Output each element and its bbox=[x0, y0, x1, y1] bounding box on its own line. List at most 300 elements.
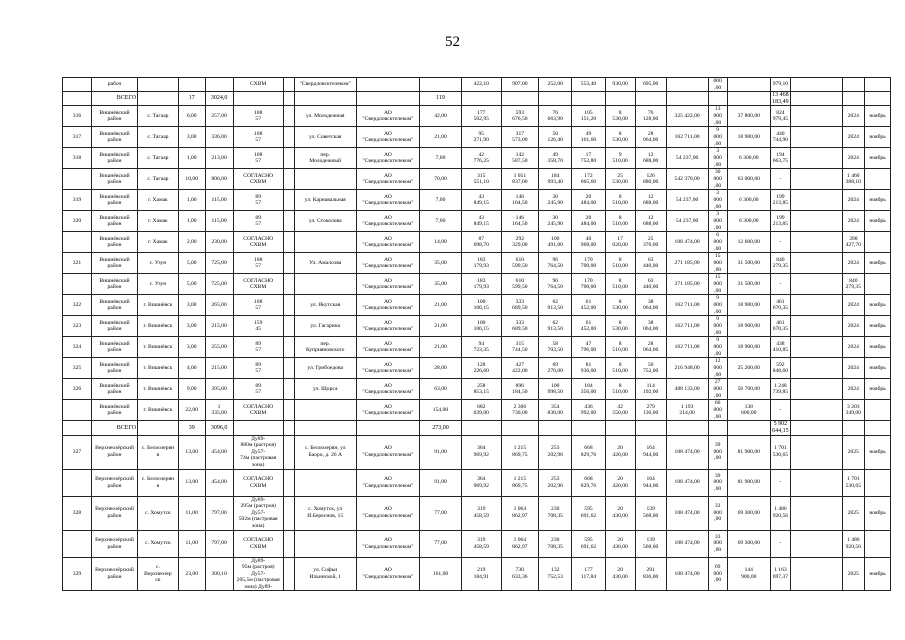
table-cell: Вишнёвский район bbox=[91, 127, 137, 148]
table-cell: 5,00 bbox=[178, 274, 205, 295]
table-cell: 70,00 bbox=[420, 169, 462, 190]
table-cell: 63,00 bbox=[420, 379, 462, 400]
table-cell bbox=[283, 211, 294, 232]
table-cell: 20 430,00 bbox=[605, 496, 635, 530]
table-cell: 33 000 ,00 bbox=[708, 530, 727, 557]
table-cell: 2024 bbox=[842, 295, 865, 316]
table-row bbox=[63, 316, 891, 337]
table-cell: 317 bbox=[63, 127, 92, 148]
table-cell: 139 568,00 bbox=[635, 496, 666, 530]
table-cell: 199 213,85 bbox=[770, 211, 790, 232]
table-cell: АО "Свердловсктелеком" bbox=[356, 469, 419, 496]
table-cell bbox=[461, 421, 501, 435]
table-cell: 54 237,00 bbox=[666, 190, 708, 211]
table-cell: 162 711,00 bbox=[666, 127, 708, 148]
table-cell: 2024 bbox=[842, 358, 865, 379]
table-cell: 108 474,00 bbox=[666, 232, 708, 253]
table-cell: 105 151,20 bbox=[572, 106, 605, 127]
table-row bbox=[63, 211, 891, 232]
table-cell: 38 064,00 bbox=[635, 316, 666, 337]
table-cell bbox=[708, 421, 727, 435]
table-cell: АО "Свердловсктелеком" bbox=[356, 274, 419, 295]
table-cell: 66 000 ,00 bbox=[708, 400, 727, 421]
table-cell: 8 530,00 bbox=[605, 127, 635, 148]
table-row bbox=[63, 127, 891, 148]
table-cell: Вишнёвский район bbox=[91, 379, 137, 400]
table-cell: 146 164,50 bbox=[501, 190, 539, 211]
table-cell: г. Вишнёвск bbox=[138, 379, 179, 400]
table-row bbox=[63, 337, 891, 358]
table-cell: ул. Софьи Ильинской, 1 bbox=[294, 557, 356, 591]
table-cell: 100 998,50 bbox=[539, 379, 572, 400]
table-row bbox=[63, 435, 891, 469]
table-cell: 595 691,62 bbox=[572, 530, 605, 557]
table-cell: 20 420,00 bbox=[605, 435, 635, 469]
table-cell: 62 913,50 bbox=[539, 316, 572, 337]
table-cell: 317 573,00 bbox=[501, 127, 539, 148]
table-cell: ул. Якутская bbox=[294, 295, 356, 316]
table-cell: 61 452,00 bbox=[572, 295, 605, 316]
table-cell bbox=[635, 421, 666, 435]
table-cell: 170 700,00 bbox=[572, 274, 605, 295]
table-cell bbox=[842, 421, 865, 435]
table-cell: 2025 bbox=[842, 435, 865, 469]
table-cell bbox=[178, 78, 205, 92]
table-cell bbox=[791, 253, 842, 274]
table-cell: 8 510,00 bbox=[605, 274, 635, 295]
table-cell: 61 452,00 bbox=[572, 316, 605, 337]
table-cell bbox=[708, 92, 727, 106]
table-cell: с. Хомутск bbox=[138, 496, 179, 530]
table-cell: 87 698,70 bbox=[461, 232, 501, 253]
table-cell: 95 271,90 bbox=[461, 127, 501, 148]
table-cell: 25 530,00 bbox=[605, 169, 635, 190]
table-cell: 17 752,80 bbox=[572, 148, 605, 169]
table-cell: 364 969,92 bbox=[461, 469, 501, 496]
table-cell: - bbox=[770, 169, 790, 190]
table-cell: 13,00 bbox=[178, 435, 205, 469]
table-row bbox=[63, 557, 891, 591]
table-cell: 10,00 bbox=[178, 169, 205, 190]
table-cell: 77,00 bbox=[420, 496, 462, 530]
table-cell: г. Хамак bbox=[138, 211, 179, 232]
table-cell: 329 bbox=[63, 557, 92, 591]
table-cell bbox=[283, 295, 294, 316]
table-cell: 336,00 bbox=[205, 127, 233, 148]
table-cell: АО "Свердловсктелеком" bbox=[356, 358, 419, 379]
table-cell bbox=[501, 92, 539, 106]
table-cell: 8 530,00 bbox=[605, 106, 635, 127]
table-cell: 9 000 ,00 bbox=[708, 316, 727, 337]
table-cell: 319 bbox=[63, 190, 92, 211]
table-cell bbox=[233, 421, 283, 435]
table-cell: АО "Свердловсктелеком" bbox=[356, 316, 419, 337]
table-cell: 2024 bbox=[842, 127, 865, 148]
table-cell: АО "Свердловсктелеком" bbox=[356, 190, 419, 211]
table-cell: АО "Свердловсктелеком" bbox=[356, 169, 419, 190]
table-cell: 132 752,53 bbox=[539, 557, 572, 591]
table-cell: 725,00 bbox=[205, 274, 233, 295]
table-cell: ул. Карнавальная bbox=[294, 190, 356, 211]
table-cell bbox=[791, 232, 842, 253]
table-cell: 183 179,93 bbox=[461, 253, 501, 274]
table-cell bbox=[294, 274, 356, 295]
table-cell: г. Вишнёвск bbox=[138, 400, 179, 421]
table-cell: 172 065,60 bbox=[572, 169, 605, 190]
table-cell: 327 bbox=[63, 435, 92, 469]
table-cell: АО "Свердловсктелеком" bbox=[356, 106, 419, 127]
table-cell: 1 486 920,56 bbox=[842, 530, 865, 557]
table-cell bbox=[461, 92, 501, 106]
table-cell: 15 000 ,00 bbox=[708, 274, 727, 295]
table-cell: 100 491,00 bbox=[539, 232, 572, 253]
table-cell: 2024 bbox=[842, 211, 865, 232]
table-cell: 2024 bbox=[842, 316, 865, 337]
table-cell: 292 329,00 bbox=[501, 232, 539, 253]
table-cell bbox=[283, 400, 294, 421]
table-cell: 11,00 bbox=[178, 496, 205, 530]
table-cell bbox=[666, 421, 708, 435]
table-cell bbox=[865, 169, 891, 190]
table-cell: 25 200,00 bbox=[727, 358, 770, 379]
table-cell bbox=[283, 127, 294, 148]
table-cell: 253 202,96 bbox=[539, 469, 572, 496]
table-cell: 18 900,00 bbox=[727, 316, 770, 337]
table-cell: 321 bbox=[63, 253, 92, 274]
table-cell bbox=[283, 232, 294, 253]
table-cell: 216 948,00 bbox=[666, 358, 708, 379]
table-cell bbox=[356, 421, 419, 435]
table-cell: рабоч bbox=[91, 78, 137, 92]
table-cell: 128 226,60 bbox=[461, 358, 501, 379]
table-cell: 258 853,15 bbox=[461, 379, 501, 400]
table-cell: Вишнёвский район bbox=[91, 295, 137, 316]
table-cell: 1 701 530,65 bbox=[770, 435, 790, 469]
table-cell: "Свердловсктелеком" bbox=[294, 78, 356, 92]
table-cell bbox=[572, 92, 605, 106]
table-cell bbox=[283, 421, 294, 435]
table-cell bbox=[605, 421, 635, 435]
table-cell: 27 000 ,00 bbox=[708, 379, 727, 400]
table-cell: Вишнёвский район bbox=[91, 106, 137, 127]
table-cell: 328 bbox=[63, 496, 92, 530]
table-cell: 164 944,00 bbox=[635, 435, 666, 469]
table-cell: 488 133,00 bbox=[666, 379, 708, 400]
table-cell: 7,00 bbox=[420, 148, 462, 169]
table-cell: СОГЛАСНО СХВМ bbox=[233, 400, 283, 421]
table-cell: 31 500,00 bbox=[727, 274, 770, 295]
table-cell: 440 744,90 bbox=[770, 127, 790, 148]
table-cell: г. Хамак bbox=[138, 232, 179, 253]
table-cell: 96 764,50 bbox=[539, 274, 572, 295]
table-cell: 183 179,93 bbox=[461, 274, 501, 295]
table-cell bbox=[283, 469, 294, 496]
table-cell: 76 128,00 bbox=[635, 106, 666, 127]
table-cell: 1 460 388,10 bbox=[842, 169, 865, 190]
table-cell: 271 185,00 bbox=[666, 253, 708, 274]
table-cell bbox=[283, 358, 294, 379]
table-cell: 215,00 bbox=[205, 358, 233, 379]
table-cell: 108 474,00 bbox=[666, 435, 708, 469]
table-cell bbox=[283, 169, 294, 190]
table-cell: 20 430,00 bbox=[605, 530, 635, 557]
table-cell: 592 848,60 bbox=[770, 358, 790, 379]
table-cell: Верхнеозёрский район bbox=[91, 557, 137, 591]
table-cell bbox=[865, 92, 891, 106]
table-cell: 154,00 bbox=[420, 400, 462, 421]
table-cell: 194 663,75 bbox=[770, 148, 790, 169]
table-cell: 63 440,00 bbox=[635, 253, 666, 274]
table-cell: ноябрь bbox=[865, 435, 891, 469]
table-cell: с. Тагаар bbox=[138, 106, 179, 127]
table-cell bbox=[791, 421, 842, 435]
table-cell: 215,00 bbox=[205, 316, 233, 337]
table-cell: 9 510,00 bbox=[605, 148, 635, 169]
table-cell: 77,00 bbox=[420, 530, 462, 557]
total-row bbox=[63, 421, 891, 435]
table-cell: г. Хамак bbox=[138, 190, 179, 211]
table-cell: Вишнёвский район bbox=[91, 274, 137, 295]
table-cell bbox=[294, 400, 356, 421]
table-cell: 257,00 bbox=[205, 106, 233, 127]
table-cell: 1,00 bbox=[178, 190, 205, 211]
table-cell: 319 458,59 bbox=[461, 496, 501, 530]
table-cell: 69 000 ,00 bbox=[708, 557, 727, 591]
table-cell: 219 184,91 bbox=[461, 557, 501, 591]
table-cell bbox=[294, 421, 356, 435]
table-cell bbox=[791, 78, 842, 92]
table-row bbox=[63, 379, 891, 400]
table-cell bbox=[666, 92, 708, 106]
table-cell: 1 193 214,00 bbox=[666, 400, 708, 421]
table-cell: 333 689,50 bbox=[501, 295, 539, 316]
table-cell: г. Вишнёвск bbox=[138, 358, 179, 379]
table-cell bbox=[283, 557, 294, 591]
table-cell: 108 57 bbox=[233, 148, 283, 169]
table-cell bbox=[294, 469, 356, 496]
table-cell: 91,00 bbox=[420, 435, 462, 469]
table-cell: 30 245,90 bbox=[539, 190, 572, 211]
table-cell: 20 430,00 bbox=[605, 557, 635, 591]
table-cell: 2 306 730,00 bbox=[501, 400, 539, 421]
table-row bbox=[63, 496, 891, 530]
table-cell: г. Вишнёвск bbox=[138, 337, 179, 358]
table-cell bbox=[138, 92, 179, 106]
table-cell: ноябрь bbox=[865, 190, 891, 211]
table-cell: 20 420,00 bbox=[605, 469, 635, 496]
table-cell: 325 bbox=[63, 358, 92, 379]
table-cell: 89 57 bbox=[233, 190, 283, 211]
table-cell: 170 700,00 bbox=[572, 253, 605, 274]
table-cell: Верхнеозёрский район bbox=[91, 530, 137, 557]
table-cell: 39 000 ,00 bbox=[708, 435, 727, 469]
table-cell: 21,00 bbox=[420, 295, 462, 316]
table-cell: ноябрь bbox=[865, 379, 891, 400]
table-cell: 1,00 bbox=[178, 148, 205, 169]
table-row bbox=[63, 358, 891, 379]
table-cell: 610 599,50 bbox=[501, 253, 539, 274]
table-cell: 542 370,00 bbox=[666, 169, 708, 190]
table-row bbox=[63, 295, 891, 316]
table-cell: 28 064,00 bbox=[635, 337, 666, 358]
table-cell bbox=[283, 316, 294, 337]
table-cell: 2024 bbox=[842, 148, 865, 169]
table-cell: 13 468 183,49 bbox=[772, 92, 789, 105]
table-cell: 142 587,50 bbox=[501, 148, 539, 169]
table-cell: 3,00 bbox=[178, 127, 205, 148]
table-cell: Верхнеозёрский район bbox=[91, 469, 137, 496]
table-cell: Вишнёвский район bbox=[91, 232, 137, 253]
table-cell bbox=[283, 337, 294, 358]
table-cell: 17 020,00 bbox=[605, 232, 635, 253]
table-row bbox=[63, 190, 891, 211]
table-cell bbox=[666, 78, 708, 92]
table-cell: 184 993,40 bbox=[539, 169, 572, 190]
table-cell bbox=[356, 78, 419, 92]
table-cell bbox=[283, 530, 294, 557]
table-cell: Вишнёвский район bbox=[91, 169, 137, 190]
table-cell: ноябрь bbox=[865, 337, 891, 358]
table-cell bbox=[63, 469, 92, 496]
table-cell bbox=[791, 469, 842, 496]
table-cell: 49 358,70 bbox=[539, 148, 572, 169]
table-cell bbox=[294, 232, 356, 253]
table-cell: с. Хомутск bbox=[138, 530, 179, 557]
table-cell: Вишнёвский район bbox=[91, 337, 137, 358]
table-cell: 461 670,35 bbox=[770, 316, 790, 337]
table-cell: 725,00 bbox=[205, 253, 233, 274]
table-cell: 315 551,10 bbox=[461, 169, 501, 190]
table-cell bbox=[865, 421, 891, 435]
table-cell: ул. Молодежная bbox=[294, 106, 356, 127]
table-cell: 1 215 869,75 bbox=[501, 435, 539, 469]
table-cell: 8 510,00 bbox=[605, 211, 635, 232]
table-cell: АО "Свердловсктелеком" bbox=[356, 557, 419, 591]
table-cell: 115,00 bbox=[205, 211, 233, 232]
table-cell: 81 900,00 bbox=[727, 469, 770, 496]
table-cell: 9 000 ,00 bbox=[708, 295, 727, 316]
table-cell: г. Вишнёвск bbox=[138, 295, 179, 316]
table-cell: 20 484,00 bbox=[572, 211, 605, 232]
table-cell: 8 510,00 bbox=[605, 358, 635, 379]
table-cell: ноябрь bbox=[865, 106, 891, 127]
table-cell: 315 744,50 bbox=[501, 337, 539, 358]
table-cell: 42,00 bbox=[420, 106, 462, 127]
table-cell: 108 57 bbox=[233, 295, 283, 316]
table-cell bbox=[791, 400, 842, 421]
table-cell: 461 670,35 bbox=[770, 295, 790, 316]
table-cell: 108 57 bbox=[233, 106, 283, 127]
table-row bbox=[63, 78, 891, 92]
table-cell: 316 bbox=[63, 106, 92, 127]
table-cell: 318 bbox=[63, 148, 92, 169]
table-cell: 100 106,15 bbox=[461, 295, 501, 316]
table-row bbox=[63, 232, 891, 253]
table-cell bbox=[283, 148, 294, 169]
table-cell: АО "Свердловсктелеком" bbox=[356, 148, 419, 169]
table-cell bbox=[572, 421, 605, 435]
table-cell: СОГЛАСНО СХВМ bbox=[233, 232, 283, 253]
table-cell: 15 000 ,00 bbox=[708, 253, 727, 274]
table-cell: Ду89- 95м (растроя) Ду57- 205,5м (пастровая зона) Ду89- bbox=[233, 557, 283, 591]
page-number: 52 bbox=[445, 34, 460, 50]
table-cell: СОГЛАСНО СХВМ bbox=[233, 169, 283, 190]
table-cell: 797,00 bbox=[205, 530, 233, 557]
table-cell: 199 213,85 bbox=[770, 190, 790, 211]
total-row bbox=[63, 92, 891, 106]
table-cell bbox=[791, 337, 842, 358]
table-cell: АО "Свердловсктелеком" bbox=[356, 127, 419, 148]
table-cell bbox=[791, 379, 842, 400]
table-cell: ул. Грибоедова bbox=[294, 358, 356, 379]
table-cell: 595 691,62 bbox=[572, 496, 605, 530]
table-cell: ноябрь bbox=[865, 253, 891, 274]
table-cell: 108 57 bbox=[233, 253, 283, 274]
table-cell: 979,10 bbox=[770, 78, 790, 92]
table-cell: 39 000 ,00 bbox=[708, 469, 727, 496]
table-cell: 25 376,00 bbox=[635, 232, 666, 253]
table-cell: ул. Гагарина bbox=[294, 316, 356, 337]
table-cell bbox=[283, 435, 294, 469]
table-cell: Вишнёвский район bbox=[91, 190, 137, 211]
table-cell: 21,00 bbox=[420, 127, 462, 148]
table-cell: - bbox=[770, 274, 790, 295]
table-cell: ноябрь bbox=[865, 557, 891, 591]
table-cell: 177 502,95 bbox=[461, 106, 501, 127]
table-cell bbox=[356, 92, 419, 106]
table-cell: 18 900,00 bbox=[727, 295, 770, 316]
table-cell: 271 185,00 bbox=[666, 274, 708, 295]
table-cell: 62 913,50 bbox=[539, 295, 572, 316]
table-cell: - bbox=[770, 232, 790, 253]
table-cell bbox=[865, 232, 891, 253]
table-cell: 100 106,15 bbox=[461, 316, 501, 337]
table-cell: 54 237,00 bbox=[666, 211, 708, 232]
table-cell: 63 440,00 bbox=[635, 274, 666, 295]
table-cell: Вишнёвский район bbox=[91, 400, 137, 421]
table-cell: 58 703,50 bbox=[539, 337, 572, 358]
table-cell: 43 849,15 bbox=[461, 211, 501, 232]
table-cell: 3024,0 bbox=[205, 92, 233, 106]
table-cell: 50 126,40 bbox=[539, 127, 572, 148]
table-cell: 161,00 bbox=[420, 557, 462, 591]
table-cell: 76 663,90 bbox=[539, 106, 572, 127]
table-cell: АО "Свердловсктелеком" bbox=[356, 211, 419, 232]
table-cell bbox=[791, 557, 842, 591]
table-row bbox=[63, 400, 891, 421]
table-cell: 896 184,50 bbox=[501, 379, 539, 400]
table-cell: 108 474,00 bbox=[666, 469, 708, 496]
table-cell: 2,00 bbox=[178, 232, 205, 253]
table-cell: 265,00 bbox=[205, 295, 233, 316]
table-cell: пер. Молодежный bbox=[294, 148, 356, 169]
table-cell: 668 829,76 bbox=[572, 469, 605, 496]
table-cell: 12 000 ,00 bbox=[708, 358, 727, 379]
table-cell: с. Белоозерян, ул Баоро, д. 26 А bbox=[294, 435, 356, 469]
table-cell: 323 bbox=[63, 316, 92, 337]
table-row bbox=[63, 253, 891, 274]
table-cell: 454,00 bbox=[205, 435, 233, 469]
table-cell: СХВМ bbox=[233, 78, 283, 92]
table-cell bbox=[865, 274, 891, 295]
table-cell: 3 000 ,00 bbox=[708, 211, 727, 232]
table-cell: 35,00 bbox=[420, 274, 462, 295]
table-cell: 273,00 bbox=[420, 421, 462, 435]
table-cell: Вишнёвский район bbox=[91, 253, 137, 274]
table-cell: 47 796,00 bbox=[572, 337, 605, 358]
table-cell: 114 192,00 bbox=[635, 379, 666, 400]
table-cell bbox=[63, 400, 92, 421]
